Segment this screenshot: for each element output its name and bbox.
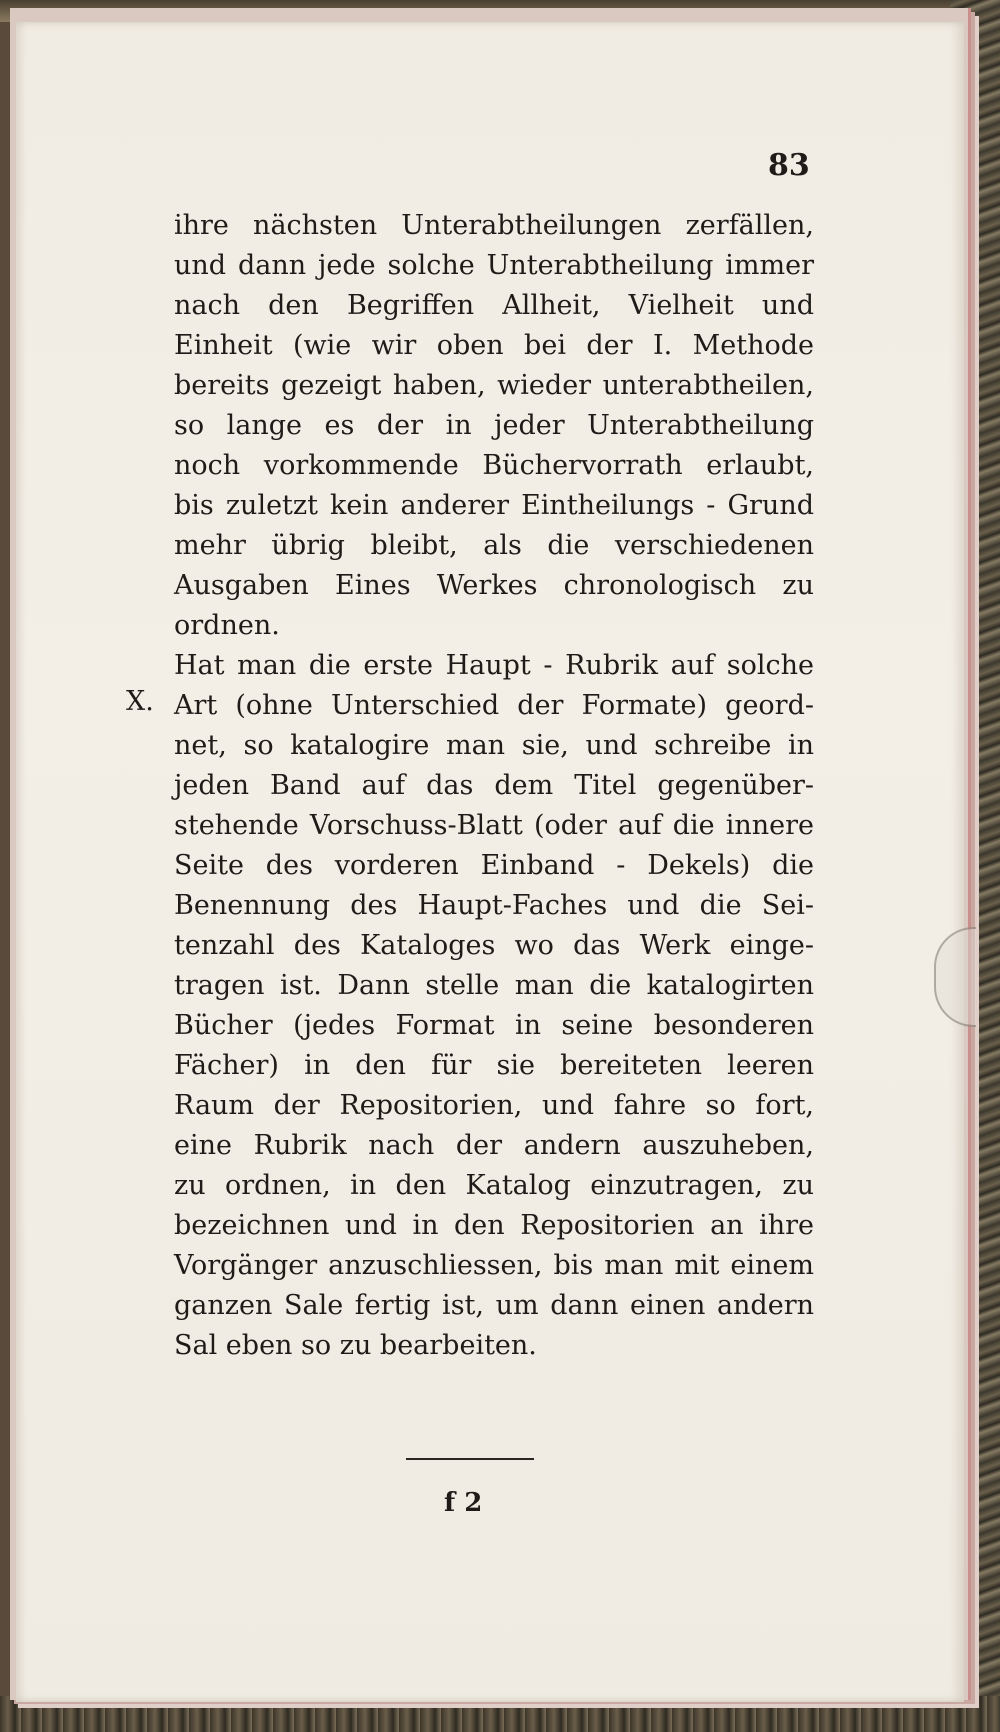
text-line: Seite des vorderen Einband - Dekels) die — [174, 850, 814, 881]
text-line: Bücher (jedes Format in seine besonderen — [174, 1010, 814, 1041]
text-line: Fächer) in den für sie bereiteten leeren — [174, 1050, 814, 1081]
text-line: bezeichnen und in den Repositorien an ihre — [174, 1210, 814, 1241]
text-line: Einheit (wie wir oben bei der I. Methode — [174, 330, 814, 361]
page-number: 83 — [768, 148, 810, 183]
text-line: und dann jede solche Unterabtheilung immer — [174, 250, 814, 281]
text-line: ordnen. — [174, 610, 280, 641]
text-line: tenzahl des Kataloges wo das Werk einge- — [174, 930, 814, 961]
text-line: stehende Vorschuss-Blatt (oder auf die innere — [174, 810, 814, 841]
page-tab-cutout — [934, 927, 976, 1027]
text-line: ganzen Sale fertig ist, um dann einen andern — [174, 1290, 814, 1321]
signature-mark: f 2 — [444, 1488, 483, 1518]
closing-rule — [406, 1458, 534, 1460]
page-stack-edges — [10, 8, 971, 1700]
text-line: Sal eben so zu bearbeiten. — [174, 1330, 537, 1361]
text-line: ihre nächsten Unterabtheilungen zerfällen, — [174, 210, 814, 241]
text-line: nach den Begriffen Allheit, Vielheit und — [174, 290, 814, 321]
text-line: Ausgaben Eines Werkes chronologisch zu — [174, 570, 814, 601]
book-page — [16, 22, 964, 1702]
text-line: net, so katalogire man sie, und schreibe in — [174, 730, 814, 761]
text-line: bis zuletzt kein anderer Eintheilungs - Grund — [174, 490, 814, 521]
text-line: Hat man die erste Haupt - Rubrik auf solche — [174, 650, 814, 681]
text-line: zu ordnen, in den Katalog einzutragen, zu — [174, 1170, 814, 1201]
text-line: mehr übrig bleibt, als die verschiedenen — [174, 530, 814, 561]
text-line: Vorgänger anzuschliessen, bis man mit einem — [174, 1250, 814, 1281]
text-line: Raum der Repositorien, und fahre so fort, — [174, 1090, 814, 1121]
text-line: bereits gezeigt haben, wieder unterabtheilen, — [174, 370, 814, 401]
text-line: Art (ohne Unterschied der Formate) geord- — [174, 690, 814, 721]
body-text — [174, 206, 814, 1366]
section-marker: X. — [126, 686, 154, 717]
text-line: jeden Band auf das dem Titel gegenüber- — [174, 770, 814, 801]
text-line: tragen ist. Dann stelle man die katalogirten — [174, 970, 814, 1001]
text-line: eine Rubrik nach der andern auszuheben, — [174, 1130, 814, 1161]
text-line: Benennung des Haupt-Faches und die Sei- — [174, 890, 814, 921]
text-line: noch vorkommende Büchervorrath erlaubt, — [174, 450, 814, 481]
text-line: so lange es der in jeder Unterabtheilung — [174, 410, 814, 441]
